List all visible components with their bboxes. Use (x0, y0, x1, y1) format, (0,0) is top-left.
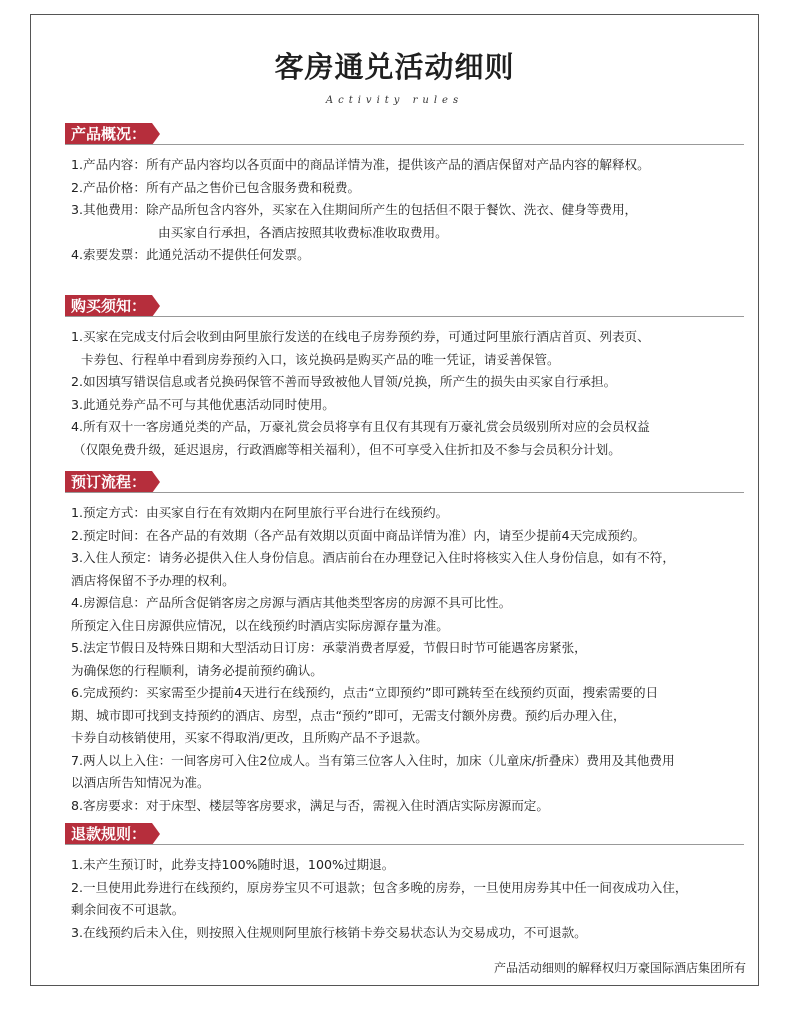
section-body (65, 326, 744, 461)
section-purchase-notice (65, 295, 744, 461)
text-line: 2.一旦使用此券进行在线预约，原房券宝贝不可退款；包含多晚的房券，一旦使用房券其中任一间夜成功入住， (71, 879, 688, 895)
text-line: 由买家自行承担，各酒店按照其收费标准收取费用。 (158, 224, 448, 240)
text-line: 4.所有双十一客房通兑类的产品，万豪礼赏会员将享有且仅有其现有万豪礼赏会员级别所对应的会员权益 (71, 419, 650, 434)
divider (65, 144, 744, 145)
text-line: 卡券包、行程单中看到房券预约入口，该兑换码是购买产品的唯一凭证，请妥善保管。 (81, 351, 560, 367)
section-heading: 预订流程： (65, 471, 152, 493)
text-line: （仅限免费升级，延迟退房，行政酒廊等相关福利），但不可享受入住折扣及不参与会员积分计划。 (73, 441, 621, 457)
text-line: 1.预定方式：由买家自行在有效期内在阿里旅行平台进行在线预约。 (71, 505, 449, 520)
text-line: 以酒店所告知情况为准。 (71, 775, 210, 790)
section-body (65, 502, 744, 817)
section-refund-rules (65, 823, 744, 944)
text-line: 2.产品价格：所有产品之售价已包含服务费和税费。 (71, 179, 361, 195)
text-line: 3.其他费用：除产品所包含内容外，买家在入住期间所产生的包括但不限于餐饮、洗衣、健身等费用， (71, 202, 638, 217)
text-line: 酒店将保留不予办理的权利。 (71, 572, 235, 588)
section-heading: 产品概况： (65, 123, 152, 145)
divider (65, 316, 744, 317)
text-line: 3.在线预约后未入住，则按照入住规则阿里旅行核销卡券交易状态认为交易成功，不可退款。 (71, 924, 587, 940)
page-subtitle: Activity rules (325, 95, 464, 106)
text-line: 3.入住人预定：请务必提供入住人身份信息。酒店前台在办理登记入住时将核实入住人身份信息，如有不符， (71, 550, 675, 565)
section-booking-process (65, 471, 744, 817)
text-line: 4.房源信息：产品所含促销客房之房源与酒店其他类型客房的房源不具可比性。 (71, 595, 512, 610)
text-line: 所预定入住日房源供应情况，以在线预约时酒店实际房源存量为准。 (71, 617, 449, 633)
text-line: 5.法定节假日及特殊日期和大型活动日订房：承蒙消费者厚爱，节假日时节可能遇客房紧张， (71, 640, 587, 655)
text-line: 1.产品内容：所有产品内容均以各页面中的商品详情为准，提供该产品的酒店保留对产品内容的解释权。 (71, 157, 650, 172)
divider (65, 492, 744, 493)
text-line: 2.如因填写错误信息或者兑换码保管不善而导致被他人冒领/兑换，所产生的损失由买家自行承担。 (71, 374, 617, 389)
section-product-overview (65, 123, 744, 267)
text-line: 4.索要发票：此通兑活动不提供任何发票。 (71, 247, 310, 262)
section-heading: 购买须知： (65, 295, 152, 317)
section-heading: 退款规则： (65, 823, 152, 845)
text-line: 8.客房要求：对于床型、楼层等客房要求，满足与否，需视入住时酒店实际房源而定。 (71, 797, 549, 813)
text-line: 2.预定时间：在各产品的有效期（各产品有效期以页面中商品详情为准）内，请至少提前4天完成预约。 (71, 527, 646, 543)
text-line: 7.两人以上入住：一间客房可入住2位成人。当有第三位客人入住时，加床（儿童床/折叠床）费用及其他费用 (71, 752, 675, 768)
text-line: 1.未产生预订时，此券支持100%随时退，100%过期退。 (71, 857, 395, 872)
page-title: 客房通兑活动细则 (274, 50, 515, 84)
text-line: 为确保您的行程顺利，请务必提前预约确认。 (71, 662, 323, 678)
text-line: 期、城市即可找到支持预约的酒店、房型，点击“预约”即可，无需支付额外房费。预约后办理入住， (71, 707, 626, 723)
document-frame (30, 14, 759, 986)
footer-note: 产品活动细则的解释权归万豪国际酒店集团所有 (493, 961, 746, 975)
section-body (65, 854, 744, 944)
text-line: 3.此通兑券产品不可与其他优惠活动同时使用。 (71, 396, 335, 412)
section-body (65, 154, 744, 267)
text-line: 卡券自动核销使用，买家不得取消/更改，且所购产品不予退款。 (71, 730, 428, 745)
text-line: 6.完成预约：买家需至少提前4天进行在线预约，点击“立即预约”即可跳转至在线预约页面，搜索需要的日 (71, 685, 659, 700)
text-line: 1.买家在完成支付后会收到由阿里旅行发送的在线电子房券预约券，可通过阿里旅行酒店首页、列表页、 (71, 329, 650, 344)
text-line: 剩余间夜不可退款。 (71, 902, 185, 917)
divider (65, 844, 744, 845)
